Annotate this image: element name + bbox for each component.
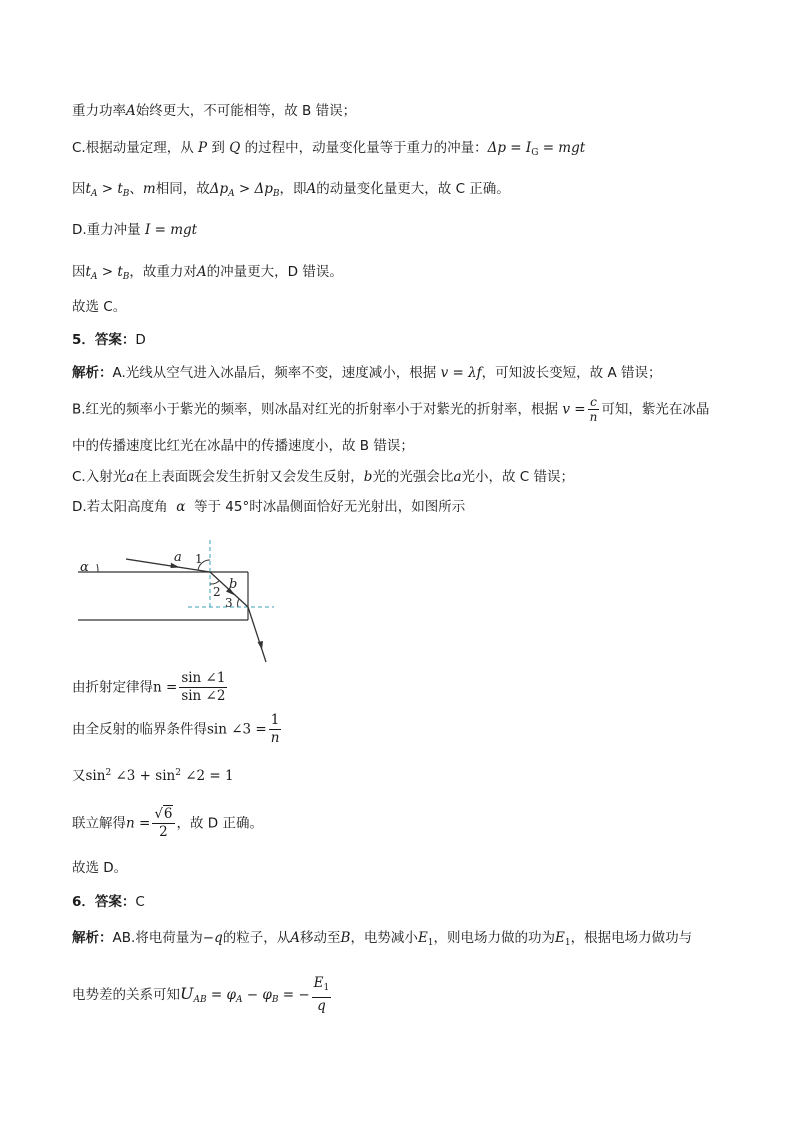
angle-arc-alpha (97, 564, 98, 572)
text-line: D.若太阳高度角 α 等于 45°时冰晶侧面恰好无光射出，如图所示 (72, 499, 466, 515)
fraction: $\frac{\sin \angle 1}{\sin \angle 2}$ (181, 670, 226, 704)
text-line: 中的传播速度比红光在冰晶中的传播速度小，故 B 错误； (72, 438, 414, 454)
text-line: 故选 C。 (72, 299, 127, 315)
text-line: 又$\sin^2$ ∠3 + $\sin^2$ ∠2 = 1 (72, 768, 234, 784)
refraction-diagram (70, 538, 290, 668)
angle-arc-2 (210, 581, 219, 584)
formula: Δp = I (487, 140, 532, 156)
text-line: 因$t_A > t_B$，故重力对A的冲量更大，D 错误。 (72, 264, 343, 282)
text-line: C.根据动量定理，从 P 到 Q 的过程中，动量变化量等于重力的冲量：$\Delta p = I_G$ = mgt (72, 140, 586, 158)
fraction: $\frac{E_1}{q}$ (313, 975, 330, 1014)
text-line: 由全反射的临界条件得sin ∠3 = $\frac{1}{n}$ (72, 712, 280, 746)
text-line: 电势差的关系可知$U_{AB} = \varphi_A - \varphi_B$ = − $\frac{E_1}{q}$ (72, 975, 330, 1014)
label-alpha: α (80, 560, 89, 575)
label-angle-1: 1 (195, 552, 203, 566)
answer-heading: 6．答案：C (72, 894, 145, 910)
text-line: C.入射光a在上表面既会发生折射又会发生反射，b光的光强会比a光小，故 C 错误； (72, 469, 575, 485)
text-line: 联立解得n = $\frac{√6}{2}$ ，故 D 正确。 (72, 806, 263, 840)
answer-heading: 5．答案：D (72, 332, 146, 348)
angle-arc-3 (238, 599, 239, 607)
label-angle-2: 2 (213, 585, 221, 599)
text-line: B.红光的频率小于紫光的频率，则冰晶对红光的折射率小于对紫光的折射率，根据 v = $\frac{c}{n}$ 可知，紫光在冰晶 (72, 395, 710, 424)
exit-ray (248, 607, 266, 662)
fraction: $\frac{1}{n}$ (270, 712, 280, 746)
label-a: a (174, 550, 182, 565)
text-line: 解析：AB.将电荷量为−q的粒子，从A移动至B，电势减小$E_1$，则电场力做的功为$E_1$，根据电场力做功与 (72, 930, 693, 948)
text-line: 解析：A.光线从空气进入冰晶后，频率不变，速度减小，根据 v = λf，可知波长变短，故 A 错误； (72, 365, 662, 381)
label-b: b (229, 577, 238, 592)
text-line: 因$t_A > t_B$、m相同，故$\Delta p_A > \Delta p_B$，即A的动量变化量更大，故 C 正确。 (72, 181, 510, 199)
text-line: 故选 D。 (72, 860, 128, 876)
fraction: $\frac{c}{n}$ (589, 395, 598, 424)
label-angle-3: 3 (225, 596, 233, 610)
text-line: 重力功率A始终更大，不可能相等，故 B 错误； (72, 103, 357, 119)
fraction: $\frac{√6}{2}$ (154, 806, 173, 840)
text-line: 由折射定律得n = $\frac{\sin \angle 1}{\sin \angle 2}$ (72, 670, 226, 704)
text-line: D.重力冲量 I = mgt (72, 222, 198, 238)
